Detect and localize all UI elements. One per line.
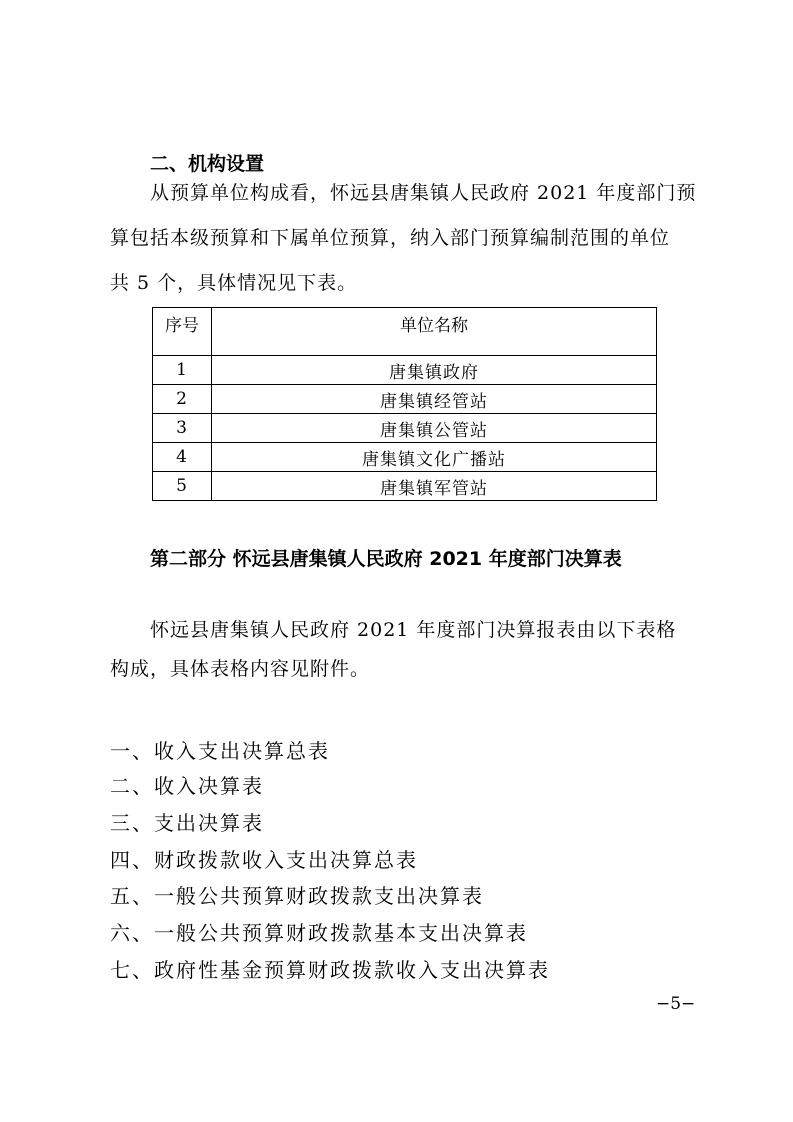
cell-no: 3 bbox=[153, 414, 212, 443]
unit-table bbox=[152, 307, 657, 501]
part-paragraph-line-2: 构成，具体表格内容见附件。 bbox=[110, 658, 371, 680]
list-item: 二、收入决算表 bbox=[110, 774, 264, 798]
cell-name: 唐集镇经管站 bbox=[212, 385, 657, 414]
cell-name: 唐集镇公管站 bbox=[212, 414, 657, 443]
table-row bbox=[153, 356, 657, 385]
cell-name: 唐集镇军管站 bbox=[212, 472, 657, 501]
part-heading: 第二部分 怀远县唐集镇人民政府 2021 年度部门决算表 bbox=[150, 548, 622, 570]
cell-no: 4 bbox=[153, 443, 212, 472]
list-item: 一、收入支出决算总表 bbox=[110, 739, 330, 763]
cell-no: 1 bbox=[153, 356, 212, 385]
table-row bbox=[153, 472, 657, 501]
table-row bbox=[153, 443, 657, 472]
list-item: 五、一般公共预算财政拨款支出决算表 bbox=[110, 884, 484, 908]
table-header-row bbox=[153, 308, 657, 356]
section-heading: 二、机构设置 bbox=[150, 153, 265, 175]
list-item: 三、支出决算表 bbox=[110, 811, 264, 835]
cell-no: 2 bbox=[153, 385, 212, 414]
table-row bbox=[153, 414, 657, 443]
org-paragraph-line-1: 从预算单位构成看，怀远县唐集镇人民政府 2021 年度部门预 bbox=[150, 182, 697, 204]
list-item: 七、政府性基金预算财政拨款收入支出决算表 bbox=[110, 958, 550, 982]
cell-name: 唐集镇政府 bbox=[212, 356, 657, 385]
list-item: 四、财政拨款收入支出决算总表 bbox=[110, 848, 418, 872]
column-header-no: 序号 bbox=[153, 308, 212, 356]
page-number: −5− bbox=[656, 994, 696, 1014]
cell-no: 5 bbox=[153, 472, 212, 501]
column-header-name: 单位名称 bbox=[212, 308, 657, 356]
part-paragraph-line-1: 怀远县唐集镇人民政府 2021 年度部门决算报表由以下表格 bbox=[150, 619, 677, 641]
org-paragraph-line-3: 共 5 个，具体情况见下表。 bbox=[110, 272, 358, 294]
list-item: 六、一般公共预算财政拨款基本支出决算表 bbox=[110, 921, 528, 945]
cell-name: 唐集镇文化广播站 bbox=[212, 443, 657, 472]
table-row bbox=[153, 385, 657, 414]
org-paragraph-line-2: 算包括本级预算和下属单位预算，纳入部门预算编制范围的单位 bbox=[110, 227, 671, 249]
